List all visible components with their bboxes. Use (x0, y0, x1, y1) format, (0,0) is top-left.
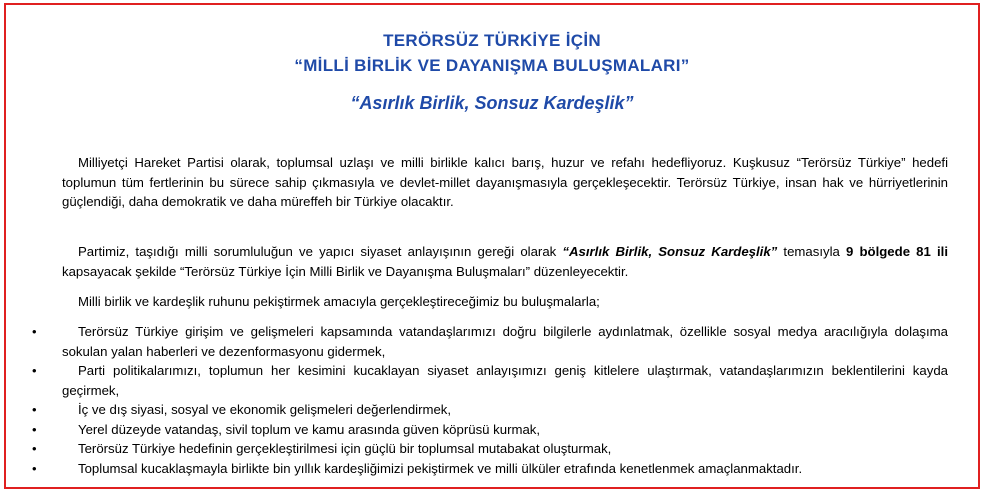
bullet-icon: • (32, 402, 37, 417)
list-item (6, 361, 948, 400)
list-item-text: Terörsüz Türkiye hedefinin gerçekleştirilmesi için güçlü bir toplumsal mutabakat oluşturmak, (78, 441, 612, 456)
paragraph-program-text-3: kapsayacak şekilde “Terörsüz Türkiye İçin Milli Birlik ve Dayanışma Buluşmaları” düzenleyecektir. (62, 263, 629, 279)
document-title-line-2: “MİLLİ BİRLİK VE DAYANIŞMA BULUŞMALARI” (294, 56, 690, 75)
paragraph-intro: Milliyetçi Hareket Partisi olarak, toplumsal uzlaşı ve milli birlikle kalıcı barış, huzur ve refahı hedefliyoruz. Kuşkusuz “Terörsüz Türkiye” hedefi toplumun tüm fertlerinin bu sürece sahip çıkmasıyla ve devlet-millet dayanışmasıyla gerçekleşecektir. Terörsüz Türkiye, insan hak ve hürriyetlerinin güçlendiği, daha demokratik ve daha müreffeh bir Türkiye olacaktır. (62, 155, 948, 209)
paragraph-program-text-2: temasıyla (777, 244, 846, 259)
list-item-text: Terörsüz Türkiye girişim ve gelişmeleri kapsamında vatandaşlarımızı doğru bilgilerle aydınlatmak, özellikle sosyal medya aracılığıyla dolaşıma sokulan yalan haberleri ve dezenformasyonu gidermek, (62, 324, 948, 359)
list-item-text: Toplumsal kucaklaşmayla birlikte bin yıllık kardeşliğimizi pekiştirmek ve milli ülküler etrafında kenetlenmek amaçlanmaktadır. (78, 460, 803, 476)
paragraph-program (62, 242, 948, 281)
document-title-line-1: TERÖRSÜZ TÜRKİYE İÇİN (383, 31, 601, 50)
bullet-icon: • (32, 441, 37, 456)
paragraph-program-scope: 9 bölgede 81 ili (846, 244, 948, 259)
list-item (6, 400, 948, 420)
document-frame (4, 3, 980, 489)
paragraph-program-slogan: “Asırlık Birlik, Sonsuz Kardeşlik” (562, 244, 778, 259)
paragraph-goals-intro: Milli birlik ve kardeşlik ruhunu pekiştirmek amacıyla gerçekleştireceğimiz bu buluşmalarla; (78, 294, 600, 309)
bullet-icon: • (32, 363, 37, 378)
list-item (6, 459, 948, 479)
list-item-text: Parti politikalarımızı, toplumun her kesimini kucaklayan siyaset anlayışımızı geniş kitlelere ulaştırmak, vatandaşlarımızın beklentilerini kayda geçirmek, (62, 363, 948, 398)
list-item (6, 420, 948, 440)
paragraph-program-text-1: Partimiz, taşıdığı milli sorumluluğun ve yapıcı siyaset anlayışının gereği olarak (78, 244, 563, 259)
list-item (6, 322, 948, 361)
bullet-icon: • (32, 324, 37, 339)
list-item (6, 439, 948, 459)
bullet-icon: • (32, 421, 37, 437)
list-item-text: İç ve dış siyasi, sosyal ve ekonomik gelişmeleri değerlendirmek, (78, 402, 452, 417)
document-slogan: “Asırlık Birlik, Sonsuz Kardeşlik” (350, 93, 634, 113)
goals-list (6, 322, 980, 478)
bullet-icon: • (32, 460, 37, 476)
list-item-text: Yerel düzeyde vatandaş, sivil toplum ve kamu arasında güven köprüsü kurmak, (78, 421, 541, 437)
